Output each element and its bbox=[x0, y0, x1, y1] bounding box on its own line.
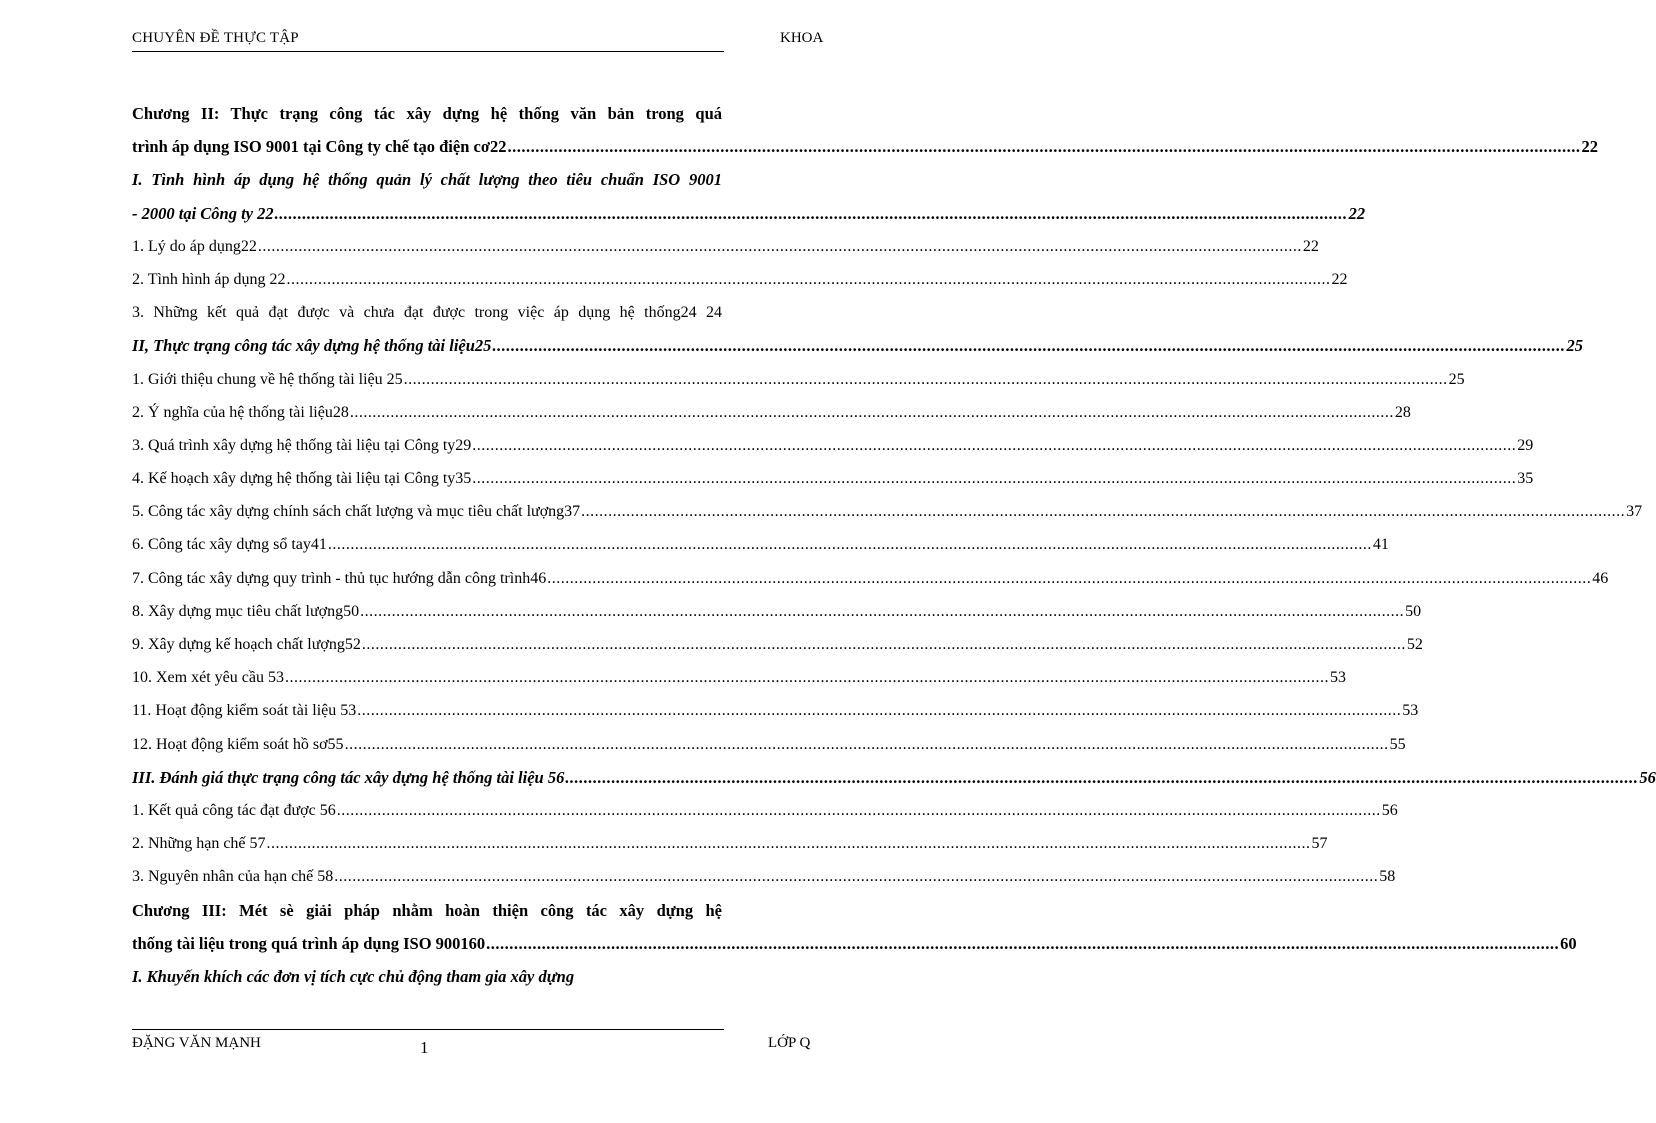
toc-entry-text: 7. Công tác xây dựng quy trình - thủ tục hướng dẫn công trình46 bbox=[132, 569, 547, 587]
toc-page-number: 22 bbox=[1302, 237, 1319, 255]
toc-page-number: 50 bbox=[1405, 602, 1422, 620]
toc-dot-leader bbox=[492, 329, 1565, 362]
toc-entry-text: 10. Xem xét yêu cầu 53 bbox=[132, 669, 284, 687]
toc-entry[interactable] bbox=[132, 595, 1422, 628]
toc-entry[interactable] bbox=[132, 197, 1366, 230]
toc-entry[interactable] bbox=[132, 296, 722, 329]
toc-page-number: 56 bbox=[1381, 801, 1398, 819]
toc-entry[interactable] bbox=[132, 363, 1465, 396]
toc-page-number: 57 bbox=[1311, 835, 1328, 853]
toc-entry-text: Chương II: Thực trạng công tác xây dựng hệ thống văn bản trong quá bbox=[132, 104, 722, 123]
toc-entry-text: 12. Hoạt động kiểm soát hồ sơ55 bbox=[132, 735, 344, 753]
toc-entry-text: 1. Giới thiệu chung về hệ thống tài liệu 25 bbox=[132, 370, 403, 388]
toc-entry[interactable] bbox=[132, 329, 1583, 362]
toc-entry[interactable] bbox=[132, 894, 722, 927]
toc-dot-leader bbox=[472, 462, 1516, 495]
toc-entry[interactable] bbox=[132, 462, 1534, 495]
toc-entry[interactable] bbox=[132, 495, 1643, 528]
toc-entry-text: Chương III: Mét sè giải pháp nhằm hoàn thiện công tác xây dựng hệ bbox=[132, 900, 722, 920]
toc-page-number: 28 bbox=[1394, 403, 1411, 421]
toc-entry-text: 2. Ý nghĩa của hệ thống tài liệu28 bbox=[132, 403, 349, 421]
toc-entry[interactable] bbox=[132, 794, 1398, 827]
toc-entry-text: 1. Lý do áp dụng22 bbox=[132, 237, 257, 255]
toc-dot-leader bbox=[581, 495, 1625, 528]
toc-entry-text: 1. Kết quả công tác đạt được 56 bbox=[132, 801, 336, 819]
toc-entry-text: II, Thực trạng công tác xây dựng hệ thống tài liệu25 bbox=[132, 336, 492, 356]
toc-dot-leader bbox=[486, 927, 1559, 960]
toc-page-number: 46 bbox=[1592, 569, 1609, 587]
toc-entry-text: 3. Quá trình xây dựng hệ thống tài liệu tại Công ty29 bbox=[132, 436, 472, 454]
toc-entry-text: 6. Công tác xây dựng sổ tay41 bbox=[132, 536, 327, 554]
toc-dot-leader bbox=[357, 694, 1401, 727]
toc-dot-leader bbox=[285, 661, 1329, 694]
toc-entry-text: 3. Nguyên nhân của hạn chế 58 bbox=[132, 868, 334, 886]
toc-entry-text: 4. Kế hoạch xây dựng hệ thống tài liệu tại Công ty35 bbox=[132, 470, 472, 488]
toc-dot-leader bbox=[362, 628, 1406, 661]
toc-dot-leader bbox=[328, 528, 1372, 561]
toc-dot-leader bbox=[337, 794, 1381, 827]
toc-page-number: 53 bbox=[1402, 702, 1419, 720]
toc-entry[interactable] bbox=[132, 860, 1396, 893]
toc-entry[interactable] bbox=[132, 130, 1598, 163]
toc-dot-leader bbox=[472, 429, 1516, 462]
toc-entry-text: trình áp dụng ISO 9001 tại Công ty chế tạo điện cơ22 bbox=[132, 137, 507, 157]
toc-page-number: 22 bbox=[1331, 270, 1348, 288]
toc-entry-text: 3. Những kết quả đạt được và chưa đạt được trong việc áp dụng hệ thống24 24 bbox=[132, 304, 722, 322]
toc-entry-text: III. Đánh giá thực trạng công tác xây dựng hệ thống tài liệu 56 bbox=[132, 767, 565, 787]
toc-entry[interactable] bbox=[132, 628, 1423, 661]
toc-dot-leader bbox=[334, 860, 1378, 893]
toc-entry[interactable] bbox=[132, 661, 1346, 694]
toc-entry[interactable] bbox=[132, 429, 1534, 462]
toc-dot-leader bbox=[507, 130, 1580, 163]
header-rule bbox=[132, 51, 724, 52]
toc-entry[interactable] bbox=[132, 728, 1406, 761]
toc-dot-leader bbox=[565, 761, 1638, 794]
toc-page-number: 56 bbox=[1639, 767, 1656, 787]
toc-entry[interactable] bbox=[132, 528, 1389, 561]
running-header-title: CHUYÊN ĐỀ THỰC TẬP bbox=[132, 30, 299, 46]
toc-entry[interactable] bbox=[132, 927, 1577, 960]
toc-entry[interactable] bbox=[132, 827, 1328, 860]
toc-entry-text: 9. Xây dựng kế hoạch chất lượng52 bbox=[132, 636, 361, 653]
toc-entry[interactable] bbox=[132, 960, 722, 993]
footer-rule bbox=[132, 1029, 724, 1030]
toc-page-number: 35 bbox=[1517, 470, 1534, 488]
toc-entry-text: 2. Tình hình áp dụng 22 bbox=[132, 270, 286, 288]
toc-entry-text: - 2000 tại Công ty 22 bbox=[132, 203, 274, 223]
toc-dot-leader bbox=[360, 595, 1404, 628]
toc-entry[interactable] bbox=[132, 396, 1411, 429]
footer-class: LỚP Q bbox=[768, 1035, 811, 1051]
toc-page-number: 22 bbox=[1581, 137, 1598, 157]
toc-dot-leader bbox=[267, 827, 1311, 860]
toc-dot-leader bbox=[258, 230, 1302, 263]
toc-page-number: 41 bbox=[1372, 536, 1389, 554]
toc-page-number: 53 bbox=[1329, 669, 1346, 687]
toc-entry-text: 5. Công tác xây dựng chính sách chất lượng và mục tiêu chất lượng37 bbox=[132, 503, 581, 521]
page-number: 1 bbox=[420, 1038, 429, 1057]
toc-dot-leader bbox=[350, 396, 1394, 429]
toc-entry-text: I. Khuyến khích các đơn vị tích cực chủ động tham gia xây dựng bbox=[132, 966, 575, 986]
toc-page-number: 22 bbox=[1348, 203, 1366, 223]
table-of-contents bbox=[132, 97, 1656, 993]
toc-page-number: 29 bbox=[1517, 436, 1534, 454]
toc-entry-text: thống tài liệu trong quá trình áp dụng ISO 900160 bbox=[132, 933, 486, 953]
toc-page-number: 60 bbox=[1560, 933, 1577, 953]
toc-dot-leader bbox=[275, 197, 1348, 230]
toc-entry-text: I. Tình hình áp dụng hệ thống quản lý chất lượng theo tiêu chuẩn ISO 9001 bbox=[132, 170, 722, 190]
toc-dot-leader bbox=[404, 363, 1448, 396]
toc-dot-leader bbox=[286, 263, 1330, 296]
toc-page-number: 25 bbox=[1448, 370, 1465, 388]
toc-entry-text: 8. Xây dựng mục tiêu chất lượng50 bbox=[132, 602, 360, 620]
toc-page-number: 37 bbox=[1626, 503, 1643, 521]
toc-entry[interactable] bbox=[132, 694, 1419, 727]
toc-entry[interactable] bbox=[132, 761, 1656, 794]
toc-entry[interactable] bbox=[132, 230, 1319, 263]
toc-dot-leader bbox=[547, 562, 1591, 595]
toc-page-number: 58 bbox=[1379, 868, 1396, 886]
toc-entry[interactable] bbox=[132, 163, 722, 196]
toc-page-number: 55 bbox=[1389, 735, 1406, 753]
toc-dot-leader bbox=[345, 728, 1389, 761]
toc-entry-text: 2. Những hạn chế 57 bbox=[132, 835, 266, 853]
toc-entry[interactable] bbox=[132, 263, 1348, 296]
toc-entry[interactable] bbox=[132, 97, 722, 130]
toc-entry[interactable] bbox=[132, 562, 1609, 595]
toc-page-number: 25 bbox=[1566, 336, 1583, 356]
toc-page-number: 52 bbox=[1406, 636, 1423, 653]
running-header-department: KHOA bbox=[780, 30, 824, 46]
toc-entry-text: 11. Hoạt động kiểm soát tài liệu 53 bbox=[132, 702, 357, 720]
footer-author: ĐẶNG VĂN MẠNH bbox=[132, 1035, 261, 1051]
